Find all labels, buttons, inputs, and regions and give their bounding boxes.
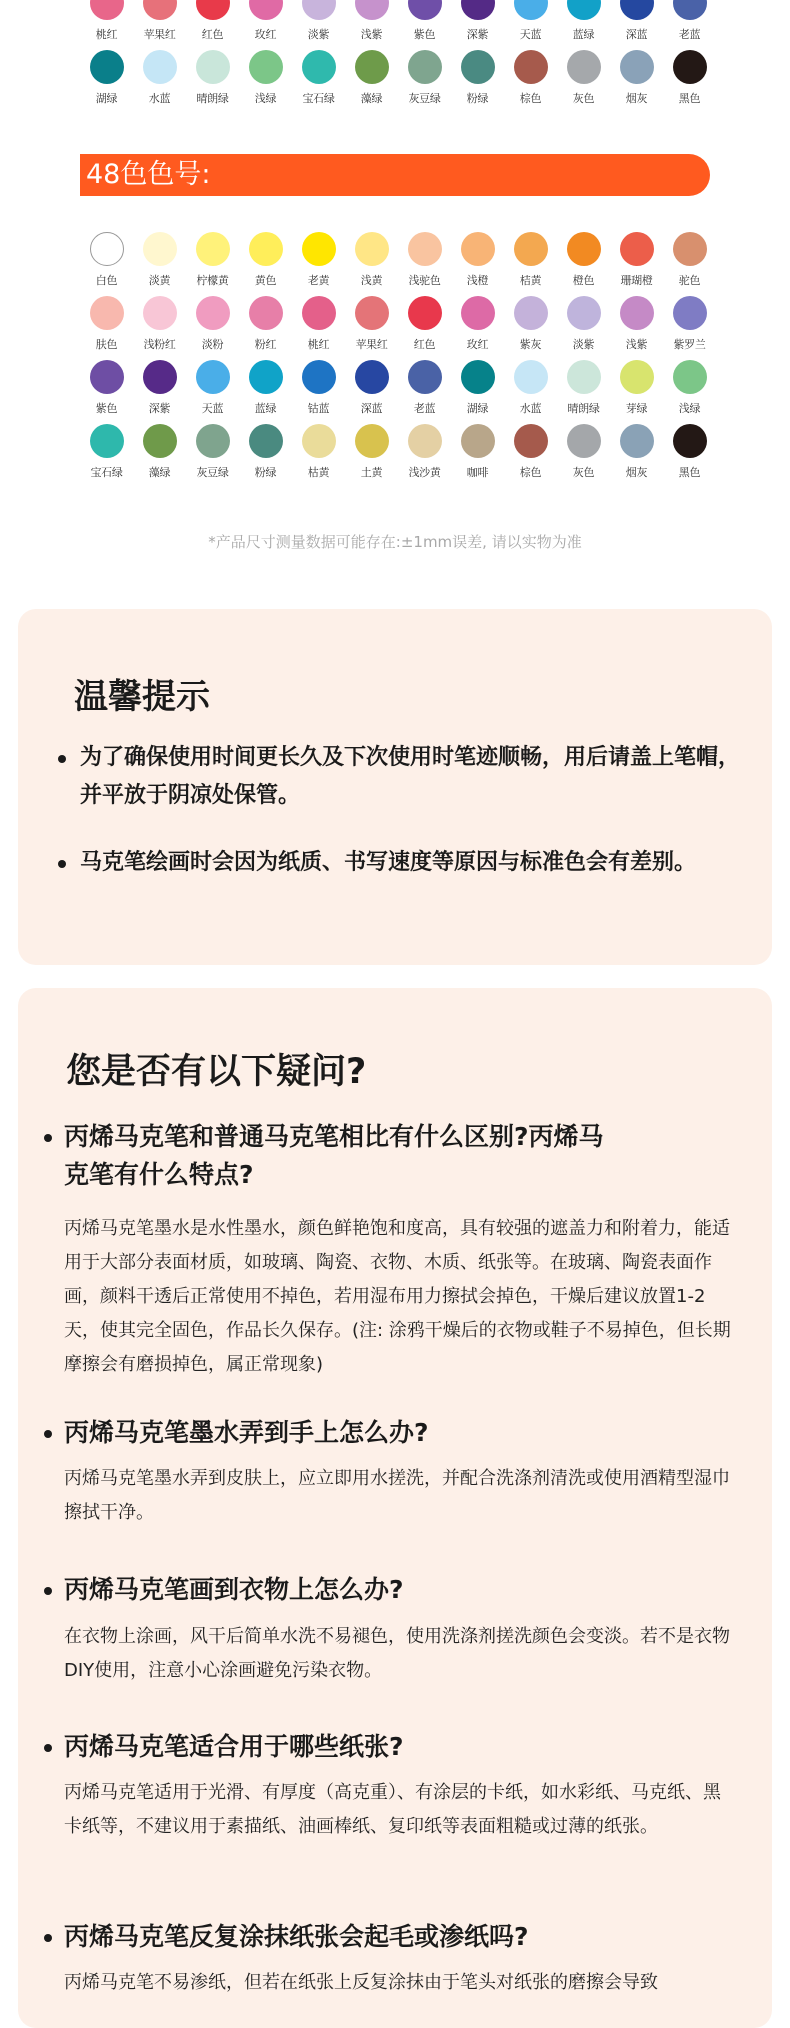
color-dot [196, 360, 230, 394]
color-swatch [451, 360, 504, 424]
color-swatch [239, 232, 292, 296]
color-label: 紫灰 [519, 338, 542, 351]
color-label: 桔黄 [519, 274, 542, 287]
color-dot [567, 360, 601, 394]
color-label: 红色 [413, 338, 436, 351]
color-swatch [133, 0, 186, 50]
color-label: 红色 [201, 28, 224, 41]
color-swatch [239, 360, 292, 424]
bullet-icon [44, 1587, 52, 1595]
color-label: 粉红 [254, 338, 277, 351]
color-dot [196, 232, 230, 266]
color-label: 芽绿 [625, 402, 648, 415]
color-swatch [292, 296, 345, 360]
color-dot [408, 50, 442, 84]
color-dot [567, 424, 601, 458]
color-dot [90, 50, 124, 84]
tip-item [58, 739, 758, 815]
color-label: 水蓝 [148, 92, 171, 105]
color-swatch [133, 360, 186, 424]
color-dot [408, 360, 442, 394]
color-swatch [557, 232, 610, 296]
color-dot [461, 360, 495, 394]
color-label: 浅驼色 [408, 274, 441, 287]
color-label: 淡粉 [201, 338, 224, 351]
color-swatch [133, 232, 186, 296]
color-label: 桃红 [95, 28, 118, 41]
color-label: 蓝绿 [254, 402, 277, 415]
color-swatch [239, 296, 292, 360]
color-swatch [239, 50, 292, 114]
color-dot [673, 0, 707, 20]
color-swatch [80, 0, 133, 50]
color-swatch [186, 0, 239, 50]
color-dot [196, 296, 230, 330]
color-swatch [133, 424, 186, 488]
color-label: 浅黄 [360, 274, 383, 287]
color-label: 灰豆绿 [408, 92, 441, 105]
color-swatch [504, 232, 557, 296]
faq-question [44, 1728, 744, 1766]
color-swatch [80, 424, 133, 488]
color-dot [143, 424, 177, 458]
color-dot [620, 50, 654, 84]
swatch-row [80, 50, 720, 114]
color-label: 钴蓝 [307, 402, 330, 415]
color-swatch [663, 424, 716, 488]
color-dot [620, 0, 654, 20]
color-swatch [186, 424, 239, 488]
color-swatch [663, 232, 716, 296]
color-dot [249, 50, 283, 84]
color-dot [461, 232, 495, 266]
color-dot [143, 232, 177, 266]
color-label: 灰色 [572, 466, 595, 479]
faq-question-text: 丙烯马克笔适合用于哪些纸张? [64, 1732, 404, 1761]
color-dot [620, 360, 654, 394]
color-swatch [557, 50, 610, 114]
bullet-icon [58, 860, 66, 868]
color-dot [143, 360, 177, 394]
color-label: 水蓝 [519, 402, 542, 415]
color-label: 深蓝 [625, 28, 648, 41]
color-swatch [133, 50, 186, 114]
faq-answer: 丙烯马克笔不易渗纸，但若在纸张上反复涂抹由于笔头对纸张的磨擦会导致 [64, 1972, 658, 1993]
color-swatch [186, 296, 239, 360]
color-dot [249, 360, 283, 394]
swatch-row [80, 232, 720, 296]
faq-question-text: 丙烯马克笔反复涂抹纸张会起毛或渗纸吗? [64, 1922, 529, 1951]
faq-question [44, 1571, 744, 1609]
color-dot [90, 360, 124, 394]
color-swatch [398, 424, 451, 488]
color-dot [408, 232, 442, 266]
color-label: 浅紫 [625, 338, 648, 351]
color-swatch [504, 296, 557, 360]
color-label: 灰色 [572, 92, 595, 105]
bullet-icon [58, 755, 66, 763]
color-swatch [133, 296, 186, 360]
color-dot [461, 0, 495, 20]
color-dot [673, 232, 707, 266]
color-dot [355, 360, 389, 394]
color-dot [196, 0, 230, 20]
tips-card [18, 609, 772, 965]
color-swatch [557, 0, 610, 50]
color-swatch [345, 0, 398, 50]
color-label: 藻绿 [360, 92, 383, 105]
color-swatch [398, 296, 451, 360]
color-dot [90, 296, 124, 330]
color-label: 老蓝 [413, 402, 436, 415]
color-swatch [610, 0, 663, 50]
color-swatch [663, 296, 716, 360]
swatch-row [80, 296, 720, 360]
faq-answer: 丙烯马克笔墨水弄到皮肤上，应立即用水搓洗，并配合洗涤剂清洗或使用酒精型湿巾擦拭干净。 [64, 1468, 730, 1523]
color-label: 浅粉红 [143, 338, 176, 351]
color-label: 紫罗兰 [673, 338, 706, 351]
color-swatch [451, 232, 504, 296]
color-dot [143, 0, 177, 20]
color-swatch [557, 296, 610, 360]
color-swatch [186, 50, 239, 114]
faq-card [18, 988, 772, 2028]
color-label: 淡紫 [307, 28, 330, 41]
color-label: 白色 [95, 274, 118, 287]
color-swatch [292, 360, 345, 424]
color-label: 紫色 [413, 28, 436, 41]
faq-question-text: 丙烯马克笔和普通马克笔相比有什么区别?丙烯马克笔有什么特点? [64, 1122, 604, 1189]
size-note: *产品尺寸测量数据可能存在:±1mm误差, 请以实物为准 [208, 533, 582, 551]
color-swatch [239, 0, 292, 50]
color-label: 晴朗绿 [567, 402, 600, 415]
color-swatch [80, 50, 133, 114]
color-swatch [398, 0, 451, 50]
color-swatch [80, 296, 133, 360]
color-label: 灰豆绿 [196, 466, 229, 479]
color-dot [461, 296, 495, 330]
color-swatch [610, 296, 663, 360]
color-dot [461, 424, 495, 458]
color-label: 棕色 [519, 92, 542, 105]
color-label: 黑色 [678, 466, 701, 479]
color-swatch [345, 296, 398, 360]
color-dot [249, 232, 283, 266]
color-label: 棕色 [519, 466, 542, 479]
color-label: 桃红 [307, 338, 330, 351]
color-label: 枯黄 [307, 466, 330, 479]
color-dot [461, 50, 495, 84]
color-swatch [80, 360, 133, 424]
color-label: 宝石绿 [302, 92, 335, 105]
color-swatch [186, 360, 239, 424]
color-swatch [610, 424, 663, 488]
color-swatch [451, 0, 504, 50]
color-swatch [610, 232, 663, 296]
color-dot [673, 424, 707, 458]
color-label: 天蓝 [201, 402, 224, 415]
faq-answer: 丙烯马克笔适用于光滑、有厚度（高克重）、有涂层的卡纸，如水彩纸、马克纸、黑卡纸等，不建议用于素描纸、油画棒纸、复印纸等表面粗糙或过薄的纸张。 [64, 1782, 721, 1837]
color-label: 咖啡 [466, 466, 489, 479]
color-dot [196, 50, 230, 84]
color-label: 深紫 [466, 28, 489, 41]
color-label: 浅沙黄 [408, 466, 441, 479]
color-swatch [504, 50, 557, 114]
color-dot [514, 360, 548, 394]
color-swatch [451, 50, 504, 114]
bullet-icon [44, 1744, 52, 1752]
color-dot [408, 296, 442, 330]
banner-48-colors: 48色色号: [80, 154, 710, 196]
color-swatch [398, 232, 451, 296]
color-dot [673, 50, 707, 84]
color-label: 玫红 [466, 338, 489, 351]
faq-question-text: 丙烯马克笔画到衣物上怎么办? [64, 1575, 404, 1604]
color-label: 湖绿 [95, 92, 118, 105]
color-label: 柠檬黄 [196, 274, 229, 287]
bullet-icon [44, 1134, 52, 1142]
color-swatch [557, 424, 610, 488]
color-dot [567, 0, 601, 20]
color-swatch [663, 360, 716, 424]
color-swatch [292, 50, 345, 114]
swatch-row [80, 424, 720, 488]
color-label: 肤色 [95, 338, 118, 351]
color-dot [302, 424, 336, 458]
tip-item [58, 844, 758, 882]
color-swatch [239, 424, 292, 488]
color-dot [514, 232, 548, 266]
color-dot [408, 424, 442, 458]
color-dot [355, 0, 389, 20]
color-swatch [663, 0, 716, 50]
color-label: 淡紫 [572, 338, 595, 351]
color-dot [249, 424, 283, 458]
color-dot [355, 50, 389, 84]
color-dot [355, 232, 389, 266]
color-label: 藻绿 [148, 466, 171, 479]
color-swatch [345, 360, 398, 424]
tips-title: 温馨提示 [74, 677, 210, 717]
color-label: 浅紫 [360, 28, 383, 41]
color-dot [249, 296, 283, 330]
swatch-row [80, 360, 720, 424]
color-label: 苹果红 [355, 338, 388, 351]
color-label: 湖绿 [466, 402, 489, 415]
color-dot [355, 424, 389, 458]
color-label: 粉绿 [254, 466, 277, 479]
color-swatch [345, 232, 398, 296]
color-dot [302, 360, 336, 394]
color-label: 驼色 [678, 274, 701, 287]
color-label: 烟灰 [625, 92, 648, 105]
color-label: 宝石绿 [90, 466, 123, 479]
color-label: 土黄 [360, 466, 383, 479]
color-dot [620, 296, 654, 330]
color-dot [673, 360, 707, 394]
color-label: 珊瑚橙 [620, 274, 653, 287]
color-swatch [186, 232, 239, 296]
faq-question [44, 1918, 744, 1956]
color-dot [302, 232, 336, 266]
color-swatch [610, 360, 663, 424]
color-swatch [398, 50, 451, 114]
bullet-icon [44, 1934, 52, 1942]
color-label: 玫红 [254, 28, 277, 41]
swatch-row [80, 0, 720, 50]
color-swatch [451, 296, 504, 360]
color-label: 天蓝 [519, 28, 542, 41]
faq-title: 您是否有以下疑问? [66, 1052, 367, 1092]
color-dot [90, 424, 124, 458]
bullet-icon [44, 1430, 52, 1438]
swatch-grid-24 [80, 0, 720, 114]
color-label: 烟灰 [625, 466, 648, 479]
color-swatch [451, 424, 504, 488]
faq-question-text: 丙烯马克笔墨水弄到手上怎么办? [64, 1418, 429, 1447]
tip-text: 为了确保使用时间更长久及下次使用时笔迹顺畅，用后请盖上笔帽，并平放于阴凉处保管。 [80, 745, 741, 808]
color-label: 老黄 [307, 274, 330, 287]
color-label: 粉绿 [466, 92, 489, 105]
color-label: 老蓝 [678, 28, 701, 41]
color-dot [514, 50, 548, 84]
color-label: 苹果红 [143, 28, 176, 41]
color-label: 橙色 [572, 274, 595, 287]
color-label: 浅橙 [466, 274, 489, 287]
swatch-grid-48 [80, 232, 720, 488]
color-swatch [663, 50, 716, 114]
color-swatch [292, 0, 345, 50]
color-dot [514, 0, 548, 20]
color-dot [673, 296, 707, 330]
color-swatch [557, 360, 610, 424]
color-swatch [504, 360, 557, 424]
color-dot [620, 232, 654, 266]
color-swatch [610, 50, 663, 114]
color-swatch [292, 232, 345, 296]
faq-question [44, 1414, 744, 1452]
color-dot [514, 424, 548, 458]
color-label: 深蓝 [360, 402, 383, 415]
color-dot [196, 424, 230, 458]
color-dot [302, 50, 336, 84]
color-swatch [345, 50, 398, 114]
color-dot [302, 296, 336, 330]
color-dot [408, 0, 442, 20]
color-swatch [292, 424, 345, 488]
color-swatch [80, 232, 133, 296]
color-swatch [504, 424, 557, 488]
color-label: 淡黄 [148, 274, 171, 287]
tip-text: 马克笔绘画时会因为纸质、书写速度等原因与标准色会有差别。 [80, 850, 697, 875]
color-dot [90, 232, 124, 266]
color-dot [249, 0, 283, 20]
faq-answer: 在衣物上涂画，风干后简单水洗不易褪色，使用洗涤剂搓洗颜色会变淡。若不是衣物DIY使用，注意小心涂画避免污染衣物。 [64, 1626, 730, 1681]
color-label: 浅绿 [678, 402, 701, 415]
color-swatch [398, 360, 451, 424]
color-dot [567, 232, 601, 266]
color-label: 蓝绿 [572, 28, 595, 41]
color-dot [567, 296, 601, 330]
color-dot [143, 50, 177, 84]
faq-answer: 丙烯马克笔墨水是水性墨水，颜色鲜艳饱和度高，具有较强的遮盖力和附着力，能适用于大部分表面材质，如玻璃、陶瓷、衣物、木质、纸张等。在玻璃、陶瓷表面作画，颜料干透后正常使用不掉色，若用湿布用力擦拭会掉色，干燥后建议放置1-2天，使其完全固色，作品长久保存。(注: 涂鸦干燥后的衣物或鞋子不易掉色，但长期摩擦会有磨损掉色，属正常现象) [64, 1218, 731, 1375]
color-label: 深紫 [148, 402, 171, 415]
color-dot [514, 296, 548, 330]
color-dot [620, 424, 654, 458]
color-dot [567, 50, 601, 84]
color-dot [143, 296, 177, 330]
color-swatch [345, 424, 398, 488]
color-dot [355, 296, 389, 330]
color-label: 晴朗绿 [196, 92, 229, 105]
color-swatch [504, 0, 557, 50]
color-label: 紫色 [95, 402, 118, 415]
color-label: 浅绿 [254, 92, 277, 105]
color-dot [302, 0, 336, 20]
color-label: 黑色 [678, 92, 701, 105]
color-label: 黄色 [254, 274, 277, 287]
color-dot [90, 0, 124, 20]
faq-question [44, 1118, 604, 1194]
